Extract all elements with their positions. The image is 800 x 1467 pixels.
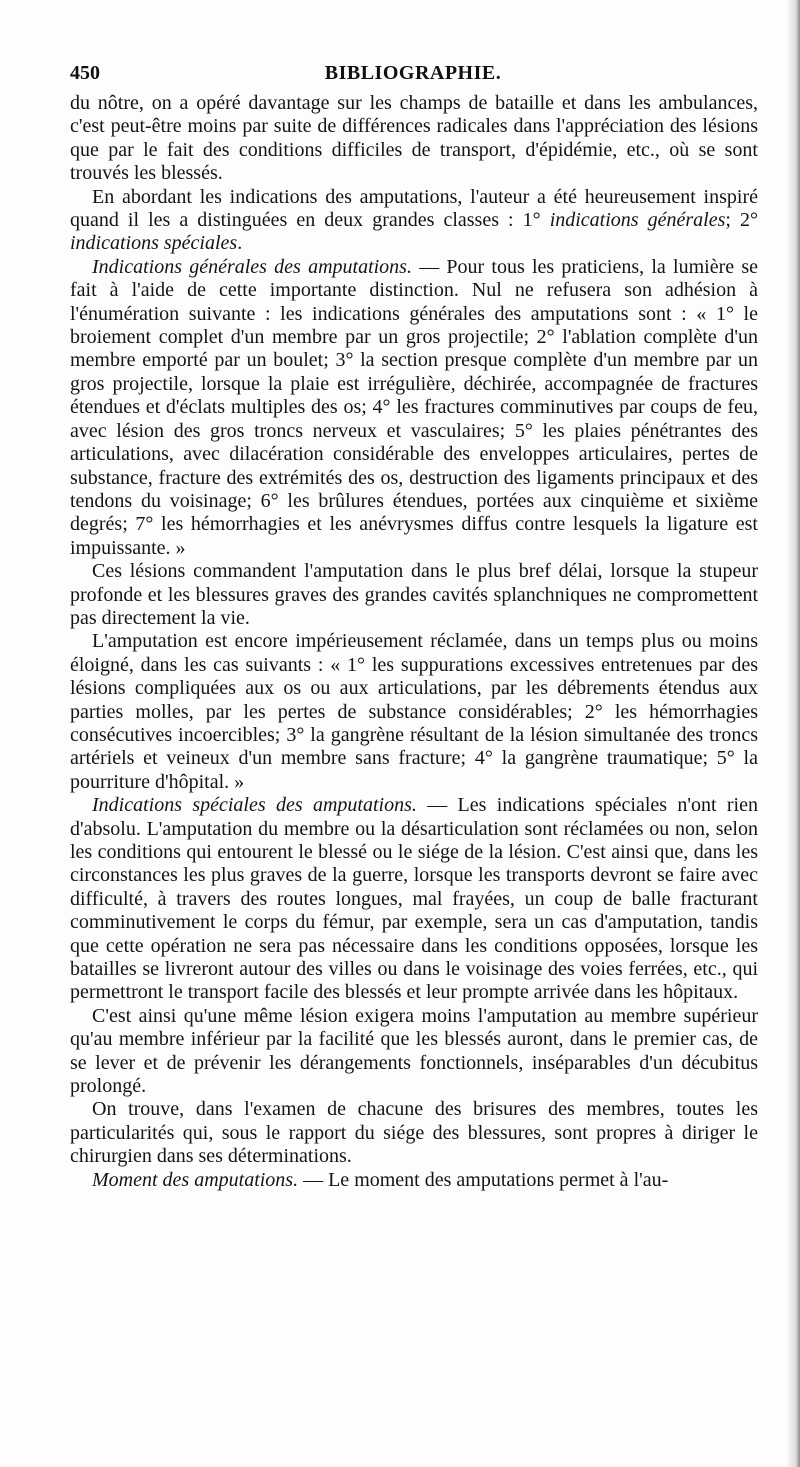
paragraph-lesions: Ces lésions commandent l'amputation dans le plus bref délai, lorsque la stupeur profonde et les blessures graves des grandes cavités splanchniques ne compromettent pas directement la vie. [70,560,758,629]
paragraph-text: En abordant les indications des amputations, l'auteur a été heureusement inspiré quand il les a distinguées en deux grandes classes : 1° [70,185,758,232]
paragraph-amputation-cases: L'amputation est encore impérieusement réclamée, dans un temps plus ou moins éloigné, dans les cas suivants : « 1° les suppurations excessives entretenues par des lésions compliquées aux os ou aux articulations, par les débrements étendus aux parties molles, par les pertes de substance considérables; 2° les hémorrhagies consécutives incoercibles; 3° la gangrène résultant de la lésion simultanée des troncs artériels et veineux d'un membre sans fracture; 4° la gangrène traumatique; 5° la pourriture d'hôpital. » [70,630,758,793]
section-heading-general: Indications générales des amputations. [92,255,412,278]
paragraph-examination: On trouve, dans l'examen de chacune des brisures des membres, toutes les particularités qui, sous le rapport du siége des blessures, sont propres à diriger le chirurgien dans ses déterminations. [70,1098,758,1168]
section-heading-special: Indications spéciales des amputations. [92,794,417,817]
paragraph-moment [70,1169,758,1192]
paragraph-continuation: du nôtre, on a opéré davantage sur les champs de bataille et dans les ambulances, c'est peut-être moins par suite de différences radicales dans l'appréciation des lésions que par le fait des conditions difficiles de transport, d'épidémie, etc., où se sont trouvés les blessés. [70,92,758,185]
italic-term-special: indications spéciales [70,232,238,255]
paragraph-indications-intro [70,186,758,256]
paragraph-text: . [237,232,243,255]
page-number: 450 [70,62,100,84]
paragraph-text: — Le moment des amputations permet à l'au- [298,1168,669,1191]
running-head [70,62,756,90]
paragraph-general-indications [70,256,758,560]
italic-term-general: indications générales [549,209,726,232]
body-text [70,92,758,1192]
paragraph-text: — Pour tous les praticiens, la lumière se fait à l'aide de cette importante distinction. Nul ne refusera son adhésion à l'énumération suivante : les indications générales des amputations sont : « 1° le broiement complet d'un membre par un gros projectile; 2° l'ablation complète d'un membre emporté par un boulet; 3° la section presque complète d'un membre par un gros projectile, lorsque la plaie est irrégulière, déchirée, accompagnée de fractures étendues et d'éclats multiples des os; 4° les fractures comminutives par coups de feu, avec lésion des gros troncs nerveux et vasculaires; 5° les plaies pénétrantes des articulations, avec dilacération considérable des enveloppes articulaires, pertes de substance, fracture des extrémités des os, destruction des ligaments principaux et des tendons du voisinage; 6° les brûlures étendues, portées aux cinquième et sixième degrés; 7° les hémorrhagies et les anévrysmes diffus contre lesquels la ligature est impuissante. » [70,255,758,559]
page-edge-shadow [786,0,800,1467]
paragraph-text: — Les indications spéciales n'ont rien d'absolu. L'amputation du membre ou la désarticulation sont réclamées ou non, selon les conditions qui entourent le blessé ou le siége de la lésion. C'est ainsi que, dans les circonstances les plus graves de la guerre, lorsque les transports devront se faire avec difficulté, à travers des routes longues, mal frayées, un coup de balle fracturant comminutivement le corps du fémur, par exemple, sera un cas d'amputation, tandis que cette opération ne sera pas nécessaire dans les conditions opposées, lorsque les batailles se livreront autour des villes ou dans le voisinage des voies ferrées, etc., qui permettront le transport facile des blessés et leur prompte arrivée dans les hôpitaux. [70,794,758,1004]
section-heading-moment: Moment des amputations. [92,1168,299,1191]
section-title: BIBLIOGRAPHIE. [324,62,502,84]
paragraph-text: ; 2° [725,209,758,232]
paragraph-upper-limb: C'est ainsi qu'une même lésion exigera moins l'amputation au membre supérieur qu'au membre inférieur par la facilité que les blessés auront, dans le premier cas, de se lever et de prévenir les dérangements fonctionnels, inséparables d'un décubitus prolongé. [70,1004,758,1098]
paragraph-special-indications [70,794,758,1005]
